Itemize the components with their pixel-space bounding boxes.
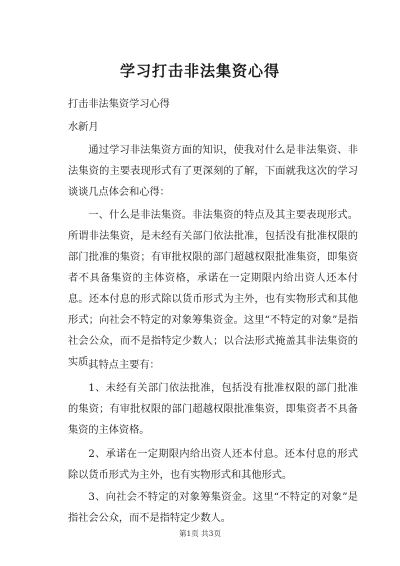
document-title: 学习打击非法集资心得	[119, 62, 280, 80]
paragraph-features-heading: 其特点主要有：	[88, 360, 160, 371]
paragraph-feature-2: 2、承诺在一定期限内给出资人还本付息。还本付息的形式除以货币形式为主外，也有实物形式和其他形式。	[68, 449, 358, 481]
paragraph-feature-1: 1、未经有关部门依法批准，包括没有批准权限的部门批准的集资；有审批权限的部门超越权限批准集资，即集资者不具备集资的主体资格。	[68, 383, 358, 436]
paragraph-intro: 通过学习非法集资方面的知识，使我对什么是非法集资、非法集资的主要表现形式有了更深刻的了解，下面就我这次的学习谈谈几点体会和心得：	[68, 145, 358, 198]
page-number: 第1页 共3页	[179, 529, 221, 538]
paragraph-feature-3: 3、向社会不特定的对象筹集资金。这里“不特定的对象”是指社会公众，而不是指特定少数人。	[68, 492, 358, 524]
document-subtitle: 打击非法集资学习心得	[68, 99, 170, 110]
document-author: 水新月	[68, 122, 99, 133]
paragraph-definition: 一、什么是非法集资。非法集资的特点及其主要表现形式。所谓非法集资，是未经有关部门依法批准，包括没有批准权限的部门批准的集资；有审批权限的部门超越权限批准集资，即集资者不具备集资的主体资格，承诺在一定期限内给出资人还本付息。还本付息的形式除以货币形式为主外，也有实物形式和其他形式；向社会不特定的对象筹集资金。这里“不特定的对象”是指社会公众，而不是指特定少数人；以合法形式掩盖其非法集资的实质。	[68, 210, 358, 368]
